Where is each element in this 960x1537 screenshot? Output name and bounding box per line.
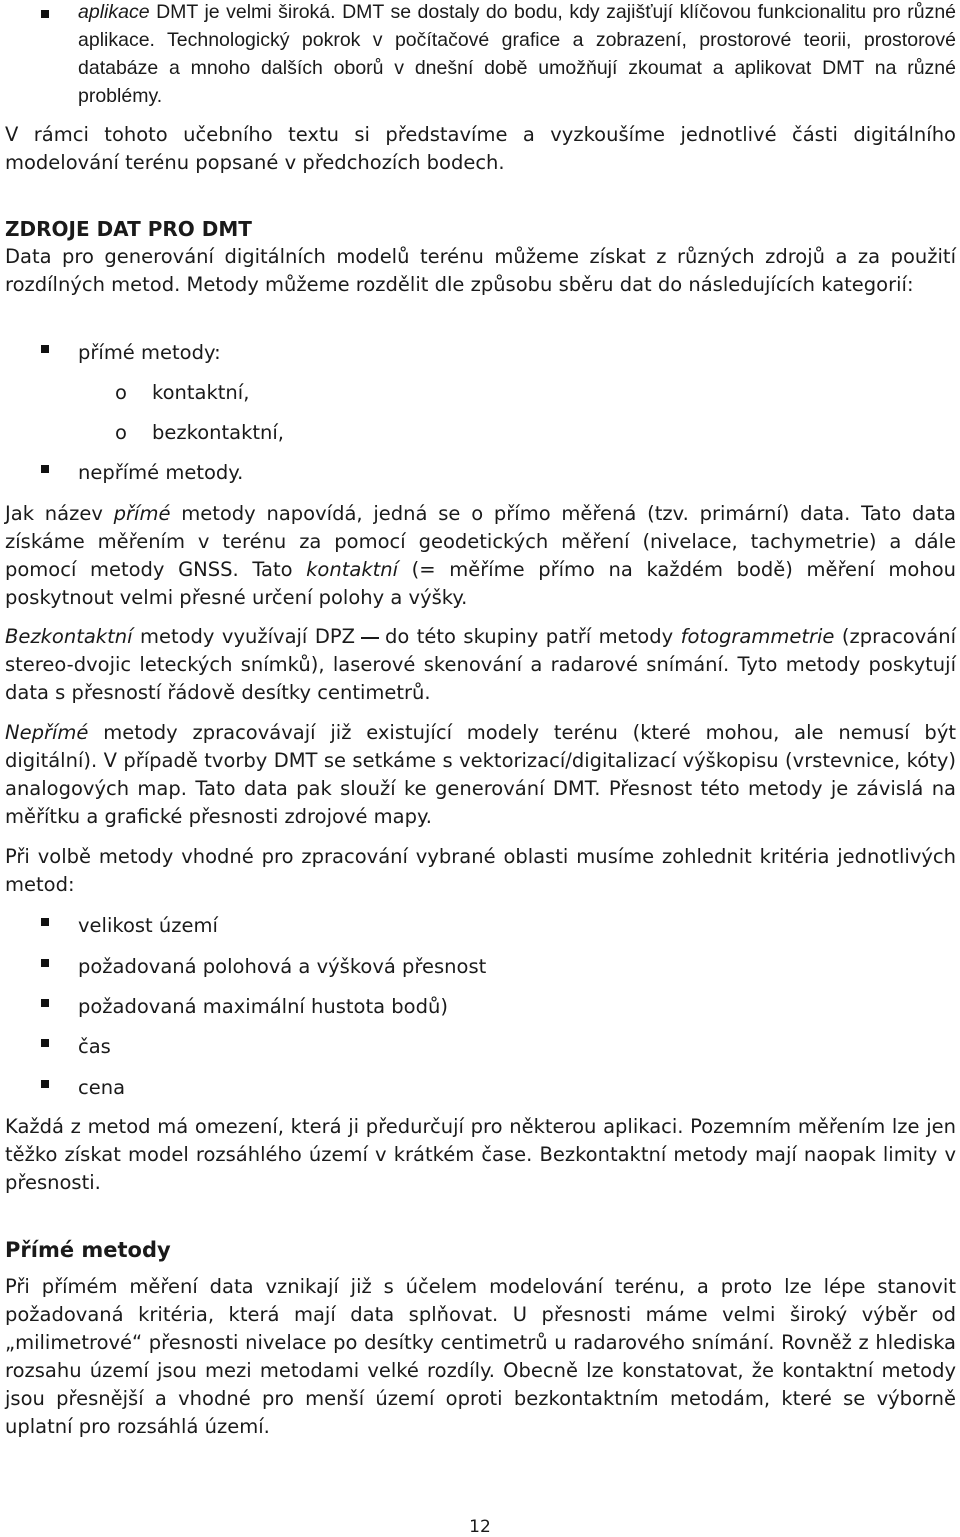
direct-methods-paragraph: Jak název přímé metody napovídá, jedná se o přímo měřená (tzv. primární) data. Tato data získáme měřením v terénu za pomocí geodetických měření (nivelace, tachymetrie) a dále pomocí metody GNSS. Tato kontaktní (= měříme přímo na každém bodě) měření mohou poskytnout velmi přesné určení polohy a výšky. <box>5 502 957 609</box>
list-item-prime-metody: přímé metody: <box>78 341 221 364</box>
bullet-square-icon <box>41 465 49 473</box>
emphasis-neprime: Nepřímé <box>5 721 89 744</box>
criteria-item: požadovaná maximální hustota bodů) <box>78 995 448 1018</box>
indirect-paragraph: Nepřímé metody zpracovávají již existující modely terénu (které mohou, ale nemusí být digitální). V případě tvorby DMT se setkáme s vektorizací/digitalizací výškopisu (vrstevnice, kóty) analogových map. Tato data pak slouží ke generování DMT. Přesnost této metody je závislá na měřítku a grafické přesnosti zdrojové mapy. <box>5 721 956 828</box>
intro-bullet-text: DMT je velmi široká. DMT se dostaly do bodu, kdy zajišťují klíčovou funkcionalitu pro různé aplikace. Technologický pokrok v počítačové grafice a zobrazení, prostorové teorii, prostorové databáze a mnoho dalších oborů v dnešní době umožňují zkoumat a aplikovat DMT na různé problémy. <box>78 1 957 107</box>
bullet-square-icon <box>41 345 49 353</box>
section-heading-prime-metody: Přímé metody <box>5 1238 171 1262</box>
direct-measurement-paragraph: Při přímém měření data vznikají již s účelem modelování terénu, a proto lze lépe stanovit požadovaná kritéria, která mají data splňovat. U přesnosti máme velmi široký výběr od „milimetrové“ přesnosti nivelace po desítky centimetrů u radarového snímání. Rovněž z hlediska rozsahu území jsou mezi metodami velké rozdíly. Obecně lze konstatovat, že kontaktní metody jsou přesnější a vhodné pro menší území oproti bezkontaktním metodám, které se výborně uplatní pro rozsáhlá území. <box>5 1275 956 1438</box>
sub-bullet-circle-icon: o <box>115 381 127 404</box>
page-number: 12 <box>469 1517 491 1537</box>
emphasis-prime: přímé <box>113 502 171 525</box>
bullet-square-icon <box>41 10 49 18</box>
contactless-paragraph: Bezkontaktní metody využívají DPZ do této skupiny patří metody fotogrammetrie (zpracování stereo-dvojic leteckých snímků), laserové skenování a radarové snímání. Tyto metody poskytují data s přesností řádově desítky centimetrů. <box>5 625 956 704</box>
emphasis-kontaktni: kontaktní <box>306 558 399 581</box>
sources-paragraph: Data pro generování digitálních modelů terénu můžeme získat z různých zdrojů a za použití rozdílných metod. Metody můžeme rozdělit dle způsobu sběru dat do následujících kategorií: <box>5 245 956 296</box>
criteria-item: velikost území <box>78 914 218 937</box>
criteria-item: požadovaná polohová a výšková přesnost <box>78 955 487 978</box>
bullet-square-icon <box>41 918 49 926</box>
intro-paragraph: V rámci tohoto učebního textu si představíme a vyzkoušíme jednotlivé části digitálního modelování terénu popsané v předchozích bodech. <box>5 123 956 174</box>
list-subitem-kontaktni: kontaktní, <box>152 381 250 404</box>
emphasis-bezkontaktni: Bezkontaktní <box>5 625 133 648</box>
intro-bullet-emphasis: aplikace <box>78 1 150 23</box>
bullet-square-icon <box>41 959 49 967</box>
intro-bullet-paragraph <box>78 0 956 110</box>
sub-bullet-circle-icon: o <box>115 421 127 444</box>
section-heading-zdroje: ZDROJE DAT PRO DMT <box>5 217 252 241</box>
list-item-neprime-metody: nepřímé metody. <box>78 461 244 484</box>
list-subitem-bezkontaktni: bezkontaktní, <box>152 421 285 444</box>
emphasis-fotogrammetrie: fotogrammetrie <box>680 625 835 648</box>
criteria-item: čas <box>78 1035 111 1058</box>
criteria-item: cena <box>78 1076 126 1099</box>
limits-paragraph: Každá z metod má omezení, která ji předurčují pro některou aplikaci. Pozemním měřením lze jen těžko získat model rozsáhlého území v krátkém čase. Bezkontaktní metody mají naopak limity v přesnosti. <box>5 1115 956 1194</box>
dash-icon <box>361 637 379 639</box>
criteria-intro-paragraph: Při volbě metody vhodné pro zpracování vybrané oblasti musíme zohlednit kritéria jednotlivých metod: <box>5 845 956 896</box>
bullet-square-icon <box>41 1080 49 1088</box>
bullet-square-icon <box>41 999 49 1007</box>
bullet-square-icon <box>41 1039 49 1047</box>
